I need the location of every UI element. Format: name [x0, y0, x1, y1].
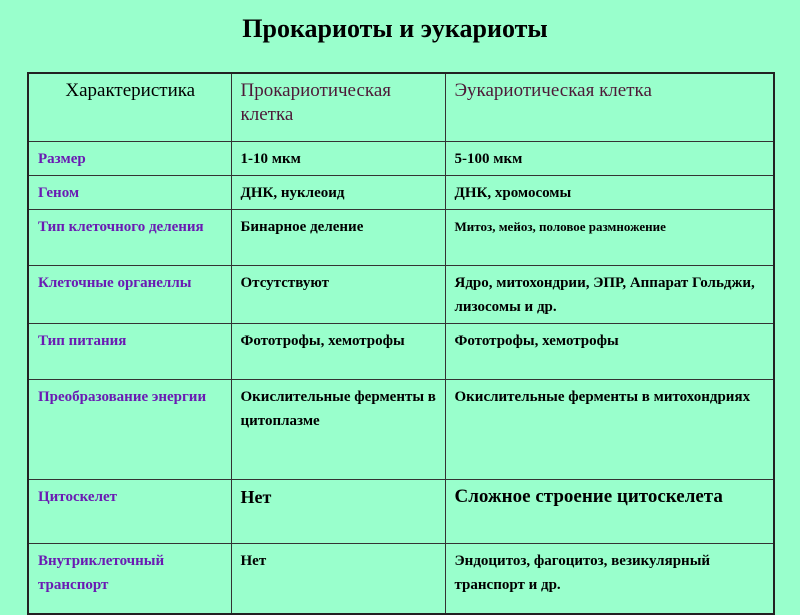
cell-eukaryotic: Ядро, митохондрии, ЭПР, Аппарат Гольджи, лизосомы и др.: [445, 266, 774, 324]
table-row: [28, 142, 774, 176]
table-row: [28, 210, 774, 266]
cell-characteristic: Геном: [28, 176, 231, 210]
cell-characteristic: Клеточные органеллы: [28, 266, 231, 324]
cell-prokaryotic: Окислительные ферменты в цитоплазме: [231, 380, 445, 480]
table-row: [28, 480, 774, 544]
cell-prokaryotic: Нет: [231, 480, 445, 544]
cell-eukaryotic: Сложное строение цитоскелета: [445, 480, 774, 544]
cell-characteristic: Размер: [28, 142, 231, 176]
table-row: [28, 380, 774, 480]
table-row: [28, 176, 774, 210]
cell-eukaryotic: Митоз, мейоз, половое размножение: [445, 210, 774, 266]
header-prokaryotic: Прокариотическая клетка: [231, 73, 445, 142]
header-characteristic: Характеристика: [28, 73, 231, 142]
cell-prokaryotic: Нет: [231, 544, 445, 614]
cell-prokaryotic: ДНК, нуклеоид: [231, 176, 445, 210]
cell-eukaryotic: Фототрофы, хемотрофы: [445, 324, 774, 380]
cell-prokaryotic: Бинарное деление: [231, 210, 445, 266]
page-title: Прокариоты и эукариоты: [242, 14, 548, 43]
header-eukaryotic: Эукариотическая клетка: [445, 73, 774, 142]
table-row: [28, 266, 774, 324]
cell-prokaryotic: 1-10 мкм: [231, 142, 445, 176]
cell-characteristic: Тип клеточного деления: [28, 210, 231, 266]
table-row: [28, 324, 774, 380]
cell-eukaryotic: Эндоцитоз, фагоцитоз, везикулярный транспорт и др.: [445, 544, 774, 614]
cell-characteristic: Цитоскелет: [28, 480, 231, 544]
cell-eukaryotic: ДНК, хромосомы: [445, 176, 774, 210]
cell-prokaryotic: Фототрофы, хемотрофы: [231, 324, 445, 380]
table-row: [28, 544, 774, 614]
cell-characteristic: Внутриклеточный транспорт: [28, 544, 231, 614]
cell-eukaryotic: Окислительные ферменты в митохондриях: [445, 380, 774, 480]
cell-characteristic: Тип питания: [28, 324, 231, 380]
cell-eukaryotic: 5-100 мкм: [445, 142, 774, 176]
cell-prokaryotic: Отсутствуют: [231, 266, 445, 324]
cell-characteristic: Преобразование энергии: [28, 380, 231, 480]
table-header-row: [28, 73, 774, 142]
comparison-table: [27, 72, 775, 615]
